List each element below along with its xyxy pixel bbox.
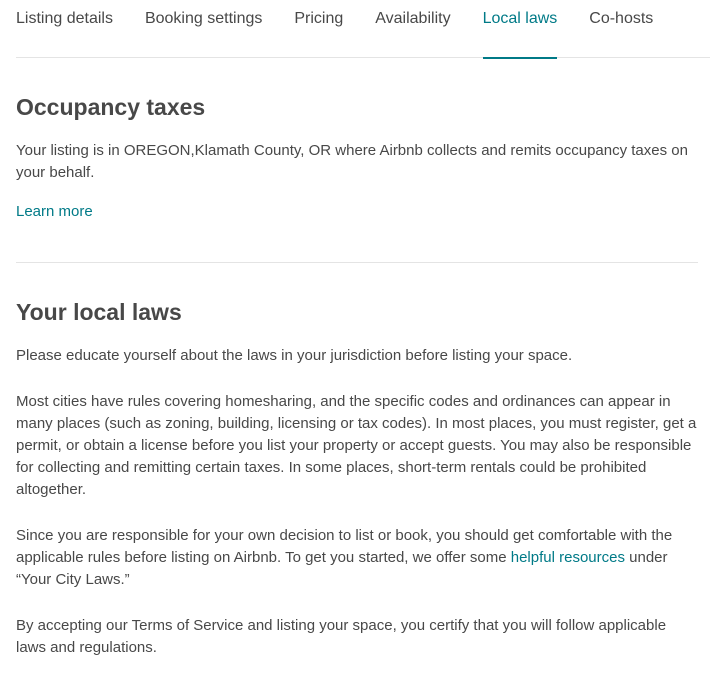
local-laws-resources-paragraph <box>16 525 698 591</box>
local-laws-title: Your local laws <box>16 299 182 325</box>
occupancy-taxes-text: Your listing is in OREGON,Klamath County, OR where Airbnb collects and remits occupancy taxes on your behalf. <box>16 142 688 181</box>
occupancy-taxes-title: Occupancy taxes <box>16 94 206 120</box>
tab-availability[interactable]: Availability <box>375 10 451 27</box>
local-laws-terms-paragraph: By accepting our Terms of Service and listing your space, you certify that you will follow applicable laws and regulations. <box>16 617 667 656</box>
listing-tabs <box>16 0 710 58</box>
helpful-resources-link[interactable]: helpful resources <box>510 549 625 566</box>
tab-co-hosts[interactable]: Co-hosts <box>589 10 654 27</box>
resources-text-before: Since you are responsible for your own decision to list or book, you should get comfortable with the applicable rules before listing on Airbnb. To get you started, we offer some <box>16 527 673 566</box>
section-divider <box>16 262 698 263</box>
learn-more-link[interactable]: Learn more <box>16 203 93 220</box>
tab-local-laws[interactable]: Local laws <box>483 0 558 58</box>
local-laws-rules-paragraph: Most cities have rules covering homesharing, and the specific codes and ordinances can appear in many places (such as zoning, building, licensing or tax codes). In most places, you must register, get a permit, or obtain a license before you list your property or accept guests. You may also be responsible for collecting and remitting certain taxes. In some places, short-term rentals could be prohibited altogether. <box>16 393 697 498</box>
resources-text-after: under “Your City Laws.” <box>16 549 668 588</box>
tab-pricing[interactable]: Pricing <box>294 10 344 27</box>
tab-listing-details[interactable]: Listing details <box>16 10 113 27</box>
local-laws-intro: Please educate yourself about the laws in your jurisdiction before listing your space. <box>16 347 573 364</box>
tab-booking-settings[interactable]: Booking settings <box>144 10 263 27</box>
